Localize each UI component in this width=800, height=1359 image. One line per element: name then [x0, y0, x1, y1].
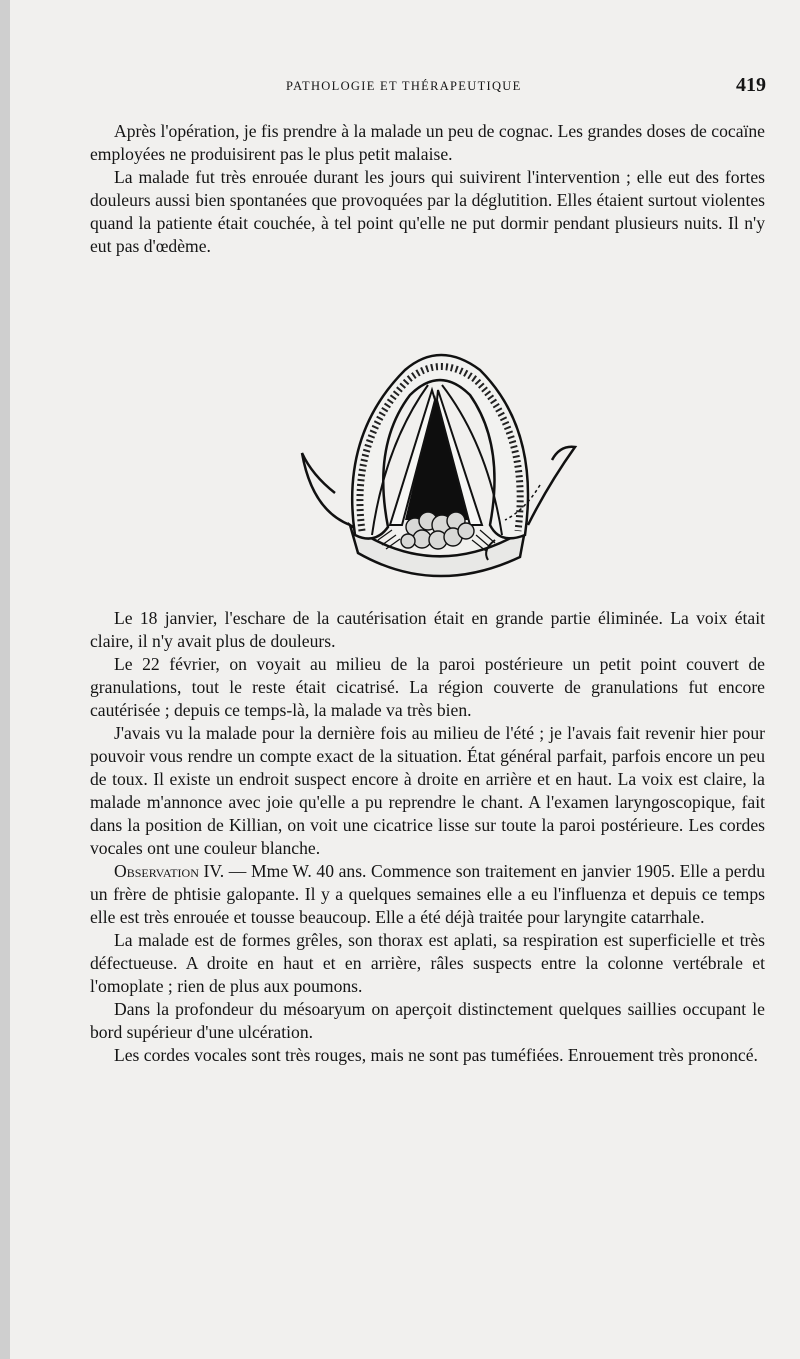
paragraph: La malade est de formes grêles, son thorax est aplati, sa respiration est superficielle et très défectueuse. A droite en haut et en arrière, râles suspects entre la colonne vertébrale et l'omoplate ; rien de plus aux poumons.	[90, 930, 765, 996]
paragraph: Le 22 février, on voyait au milieu de la paroi postérieure un petit point couvert de granulations, tout le reste était cicatrisé. La région couverte de granulations fut encore cautérisée ; depuis ce temps-là, la malade va très bien.	[90, 654, 765, 720]
observation-dash: —	[224, 861, 251, 881]
page-number: 419	[736, 74, 766, 96]
running-head: PATHOLOGIE ET THÉRAPEUTIQUE	[286, 79, 522, 93]
paragraph: Dans la profondeur du mésoaryum on aperçoit distinctement quelques saillies occupant le bord supérieur d'une ulcération.	[90, 999, 765, 1042]
page-edge-shadow	[0, 0, 10, 1359]
observation-text: 40 ans. Commence son traitement en janvier 1905. Elle a perdu un frère de phtisie galopante. Il y a quelques semaines elle a eu l'influenza et depuis ce temps elle est très enrouée et tousse beaucoup. Elle a été déjà traitée pour laryngite catarrhale.	[90, 861, 766, 927]
paragraph: Les cordes vocales sont très rouges, mais ne sont pas tuméfiées. Enrouement très prononcé.	[114, 1045, 758, 1065]
observation-paragraph	[90, 860, 765, 929]
larynx-figure	[290, 335, 580, 585]
paragraph: La malade fut très enrouée durant les jours qui suivirent l'intervention ; elle eut des fortes douleurs aussi bien spontanées que provoquées par la déglutition. Elles étaient surtout violentes quand la patiente était couchée, à tel point qu'elle ne put dormir pendant plusieurs nuits. Il n'y eut pas d'œdème.	[90, 167, 765, 256]
paragraph: Après l'opération, je fis prendre à la malade un peu de cognac. Les grandes doses de cocaïne employées ne produisirent pas le plus petit malaise.	[90, 121, 765, 164]
page-header	[90, 74, 766, 104]
observation-label: Observation IV.	[114, 861, 225, 881]
text-block-top	[90, 120, 765, 258]
observation-patient: Mme W.	[250, 861, 312, 881]
larynx-illustration-icon	[290, 335, 580, 585]
paragraph: Le 18 janvier, l'eschare de la cautérisation était en grande partie éliminée. La voix était claire, il n'y avait plus de douleurs.	[90, 608, 765, 651]
text-block-bottom	[90, 607, 765, 1067]
paragraph: J'avais vu la malade pour la dernière fois au milieu de l'été ; je l'avais fait revenir hier pour pouvoir vous rendre un compte exact de la situation. État général parfait, parfois encore un peu de toux. Il existe un endroit suspect encore à droite en arrière et en haut. La voix est claire, la malade m'annonce avec joie qu'elle a pu reprendre le chant. A l'examen laryngoscopique, fait dans la position de Killian, on voit une cicatrice lisse sur toute la paroi postérieure. Les cordes vocales ont une couleur blanche.	[90, 723, 765, 858]
